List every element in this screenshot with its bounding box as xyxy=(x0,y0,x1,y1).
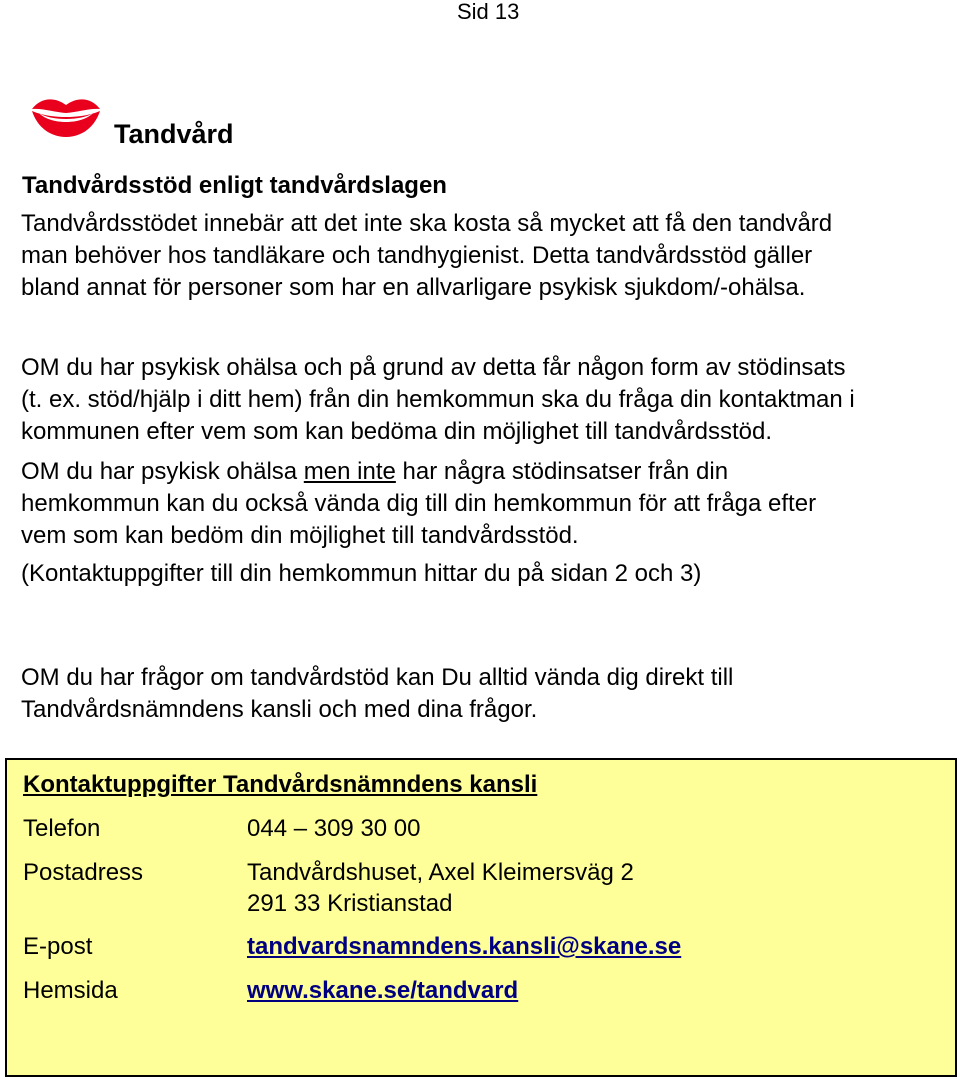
paragraph-line: OM du har psykisk ohälsa och på grund av detta får någon form av stödinsats xyxy=(21,354,846,381)
contact-heading: Kontaktuppgifter Tandvårdsnämndens kansli xyxy=(23,771,538,798)
website-label: Hemsida xyxy=(23,977,118,1004)
paragraph-line xyxy=(21,456,728,488)
address-label: Postadress xyxy=(23,859,144,886)
phone-value: 044 – 309 30 00 xyxy=(247,815,421,842)
paragraph-line: man behöver hos tandläkare och tandhygienist. Detta tandvårdsstöd gäller xyxy=(21,242,813,269)
text-segment: OM du har psykisk ohälsa xyxy=(21,458,304,485)
page-title: Tandvård xyxy=(114,119,234,149)
email-label: E-post xyxy=(23,933,93,960)
paragraph-line: vem som kan bedöm din möjlighet till tandvårdsstöd. xyxy=(21,522,579,549)
contact-box xyxy=(5,758,957,1077)
phone-label: Telefon xyxy=(23,815,101,842)
paragraph-line: kommunen efter vem som kan bedöma din möjlighet till tandvårdsstöd. xyxy=(21,418,773,445)
address-line2: 291 33 Kristianstad xyxy=(247,890,453,917)
paragraph-line: bland annat för personer som har en allvarligare psykisk sjukdom/-ohälsa. xyxy=(21,274,806,301)
website-link[interactable]: www.skane.se/tandvard xyxy=(247,977,519,1004)
page-number: Sid 13 xyxy=(457,0,520,24)
paragraph-line: (Kontaktuppgifter till din hemkommun hittar du på sidan 2 och 3) xyxy=(21,560,702,587)
paragraph-line: Tandvårdsnämndens kansli och med dina frågor. xyxy=(21,696,538,723)
address-line1: Tandvårdshuset, Axel Kleimersväg 2 xyxy=(247,859,634,886)
paragraph-line: Tandvårdsstödet innebär att det inte ska kosta så mycket att få den tandvård xyxy=(21,210,833,237)
section-heading: Tandvårdsstöd enligt tandvårdslagen xyxy=(22,172,447,199)
paragraph-line: OM du har frågor om tandvårdstöd kan Du alltid vända dig direkt till xyxy=(21,664,734,691)
underlined-text: men inte xyxy=(303,458,396,485)
paragraph-line: (t. ex. stöd/hjälp i ditt hem) från din hemkommun ska du fråga din kontaktman i xyxy=(21,386,855,413)
text-segment: har några stödinsatser från din xyxy=(395,458,729,485)
lips-icon xyxy=(30,96,102,138)
email-link[interactable]: tandvardsnamndens.kansli@skane.se xyxy=(247,933,682,960)
paragraph-line: hemkommun kan du också vända dig till din hemkommun för att fråga efter xyxy=(21,490,817,517)
